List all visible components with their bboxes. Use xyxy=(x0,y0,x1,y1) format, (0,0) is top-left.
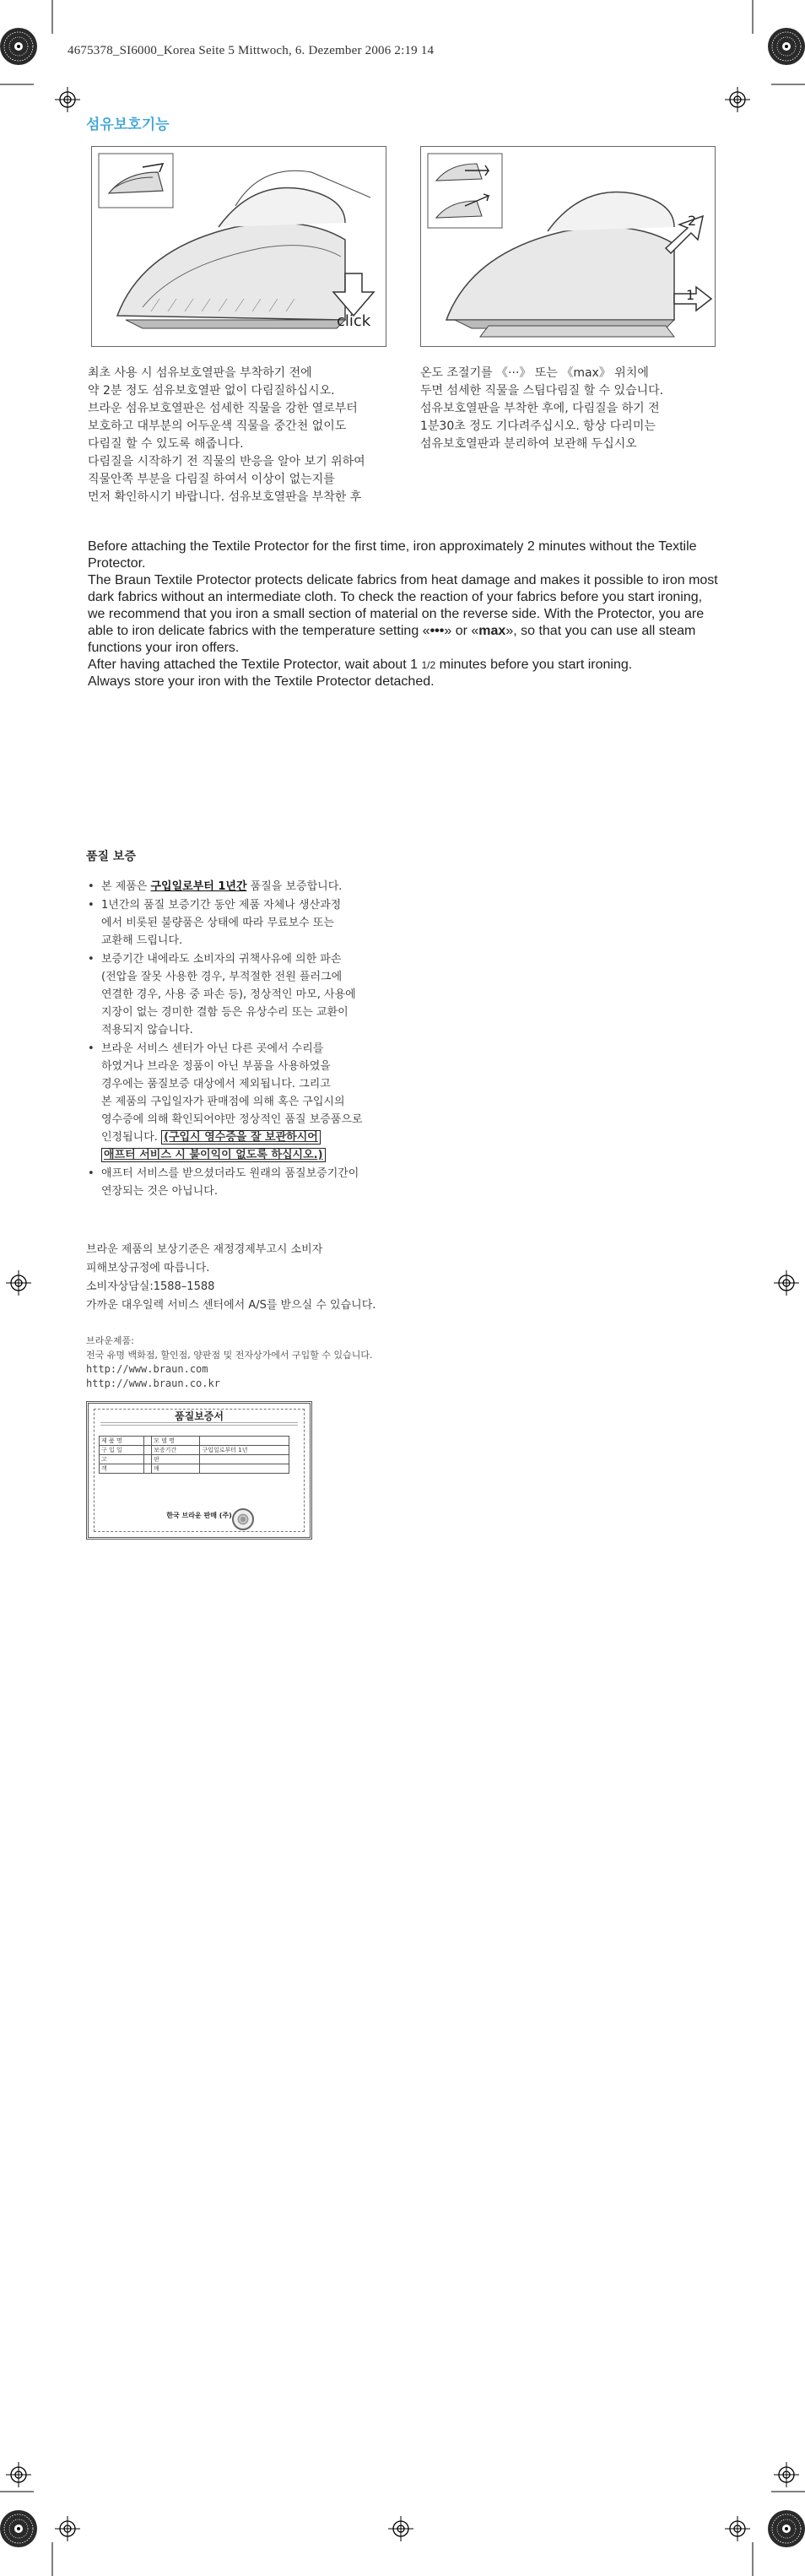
certificate-issuer: 한국 브라운 판매 (주) xyxy=(166,1512,232,1519)
brand-label: 브라운제품: xyxy=(86,1335,134,1346)
print-header: 4675378_SI6000_Korea Seite 5 Mittwoch, 6. Dezember 2006 2:19 14 xyxy=(68,44,435,57)
english-para-2: The Braun Textile Protector protects delicate fabrics from heat damage and makes it possible to iron most dark fabrics without an intermediate cloth. To check the reaction of your fabrics before you start ironing, we recommend that you iron a small section of material on the reverse side. With the Protector, you are able to iron delicate fabrics with the temperature setting «•••» or «max», so that you can use all steam functions your iron offers. xyxy=(88,573,718,655)
cert-purchase-date-label: 구 입 일 xyxy=(100,1446,144,1455)
corner-rosette-icon xyxy=(0,2510,37,2547)
crosshair-icon xyxy=(55,2516,80,2541)
click-label: click xyxy=(337,312,371,330)
brand-availability: 전국 유명 백화점, 할인점, 양판점 및 전자상가에서 구입할 수 있습니다. xyxy=(86,1350,373,1361)
corner-rosette-icon xyxy=(768,2510,805,2547)
corner-rosette-icon xyxy=(768,28,805,65)
warranty-item-2: • 1년간의 품질 보증기간 동안 제품 자체나 생산과정 에서 비롯된 불량품은 상태에 따라 무료보수 또는 교환해 드립니다. xyxy=(86,896,432,950)
cert-customer-label: 고 xyxy=(100,1455,144,1464)
cert-warranty-period-label: 보증기간 xyxy=(152,1446,200,1455)
step-2-label: 2 xyxy=(688,213,697,229)
braun-global-link[interactable]: http://www.braun.com xyxy=(86,1363,208,1375)
crosshair-icon xyxy=(6,2462,31,2487)
cert-warranty-period-value: 구입일로부터 1년 xyxy=(200,1446,289,1455)
warranty-item-1: • 본 제품은 구입일로부터 1년간 품질을 보증합니다. xyxy=(86,878,432,896)
warranty-certificate xyxy=(86,1401,312,1540)
crosshair-icon xyxy=(55,87,80,112)
english-para-1: Before attaching the Textile Protector for the first time, iron approximately 2 minutes without the Textile Protector. xyxy=(88,539,697,571)
figure-attach-protector xyxy=(91,146,386,347)
crosshair-icon xyxy=(774,2462,799,2487)
braun-korea-link[interactable]: http://www.braun.co.kr xyxy=(86,1377,220,1389)
english-para-4: Always store your iron with the Textile Protector detached. xyxy=(88,674,435,689)
compensation-info: 브라운 제품의 보상기준은 재정경제부고시 소비자 피해보상규정에 따릅니다. 소비자상담실:1588–1588 가까운 대우일렉 서비스 센터에서 A/S를 받으실 수 있습니다. xyxy=(86,1243,376,1312)
crosshair-icon xyxy=(774,1270,799,1296)
company-seal-icon xyxy=(232,1508,254,1530)
figure-detach-protector xyxy=(420,146,716,347)
certificate-table xyxy=(99,1436,289,1474)
crosshair-icon xyxy=(6,1270,31,1296)
cert-model-label: 모 델 명 xyxy=(152,1437,200,1446)
corner-rosette-icon xyxy=(0,28,37,65)
crosshair-icon xyxy=(725,2516,750,2541)
warranty-item-3: • 보증기간 내에라도 소비자의 귀책사유에 의한 파손 (전압을 잘못 사용한 경우, 부적절한 전원 플러그에 연결한 경우, 사용 중 파손 등), 정상적인 마모, 사용에 지장이 없는 경미한 결함 등은 유상수리 또는 교환이 적용되지 않습니다. xyxy=(86,950,432,1039)
english-para-3: After having attached the Textile Protector, wait about 1 1/2 minutes before you start ironing. xyxy=(88,658,633,672)
brand-info xyxy=(86,1334,373,1391)
cert-seller-label: 판 xyxy=(152,1455,200,1464)
cert-customer-label-2: 객 xyxy=(100,1464,144,1474)
warranty-item-5: • 애프터 서비스를 받으셨더라도 원래의 품질보증기간이 연장되는 것은 아닙니다. xyxy=(86,1165,432,1200)
cert-seller-label-2: 매 xyxy=(152,1464,200,1474)
crosshair-icon xyxy=(388,2516,413,2541)
warranty-item-4: • 브라운 서비스 센터가 아닌 다른 곳에서 수리를 하였거나 브라운 정품이 아닌 부품을 사용하였을 경우에는 품질보증 대상에서 제외됩니다. 그리고 본 제품의 구입일자가 판매점에 의해 혹은 구입시의 영수증에 의해 확인되어야만 정상적인 품질 보증품으로 인정됩니다. (구입시 영수증을 잘 보관하시어 애프터 서비스 시 불이익이 없도록 하십시오.) xyxy=(86,1040,432,1164)
korean-text-left: 최초 사용 시 섬유보호열판을 부착하기 전에 약 2분 정도 섬유보호열판 없이 다림질하십시오. 브라운 섬유보호열판은 섬세한 직물을 강한 열로부터 보호하고 대부분의 어두운색 직물을 중간천 없이도 다림질 할 수 있도록 해줍니다. 다림질을 시작하기 전 직물의 반응을 알아 보기 위하여 직물안쪽 부분을 다림질 하여서 이상이 없는지를 먼저 확인하시기 바랍니다. 섬유보호열판을 부착한 후 xyxy=(88,366,365,504)
korean-text-right: 온도 조절기를 《···》 또는 《max》 위치에 두면 섬세한 직물을 스팀다림질 할 수 있습니다. 섬유보호열판을 부착한 후에, 다림질을 하기 전 1분30초 정도 기다려주십시오. 항상 다리미는 섬유보호열판과 분리하여 보관해 두십시오 xyxy=(420,366,664,451)
certificate-title: 품질보증서 xyxy=(175,1410,224,1422)
warranty-list xyxy=(86,878,432,1201)
cert-product-name-label: 제 품 명 xyxy=(100,1437,144,1446)
iron-detach-illustration xyxy=(421,147,715,346)
certificate-fineprint xyxy=(100,1422,298,1426)
step-1-label: 1 xyxy=(686,287,695,303)
section-title: 섬유보호기능 xyxy=(86,116,170,133)
english-instructions xyxy=(88,538,722,690)
warranty-title: 품질 보증 xyxy=(86,850,136,863)
crosshair-icon xyxy=(725,87,750,112)
